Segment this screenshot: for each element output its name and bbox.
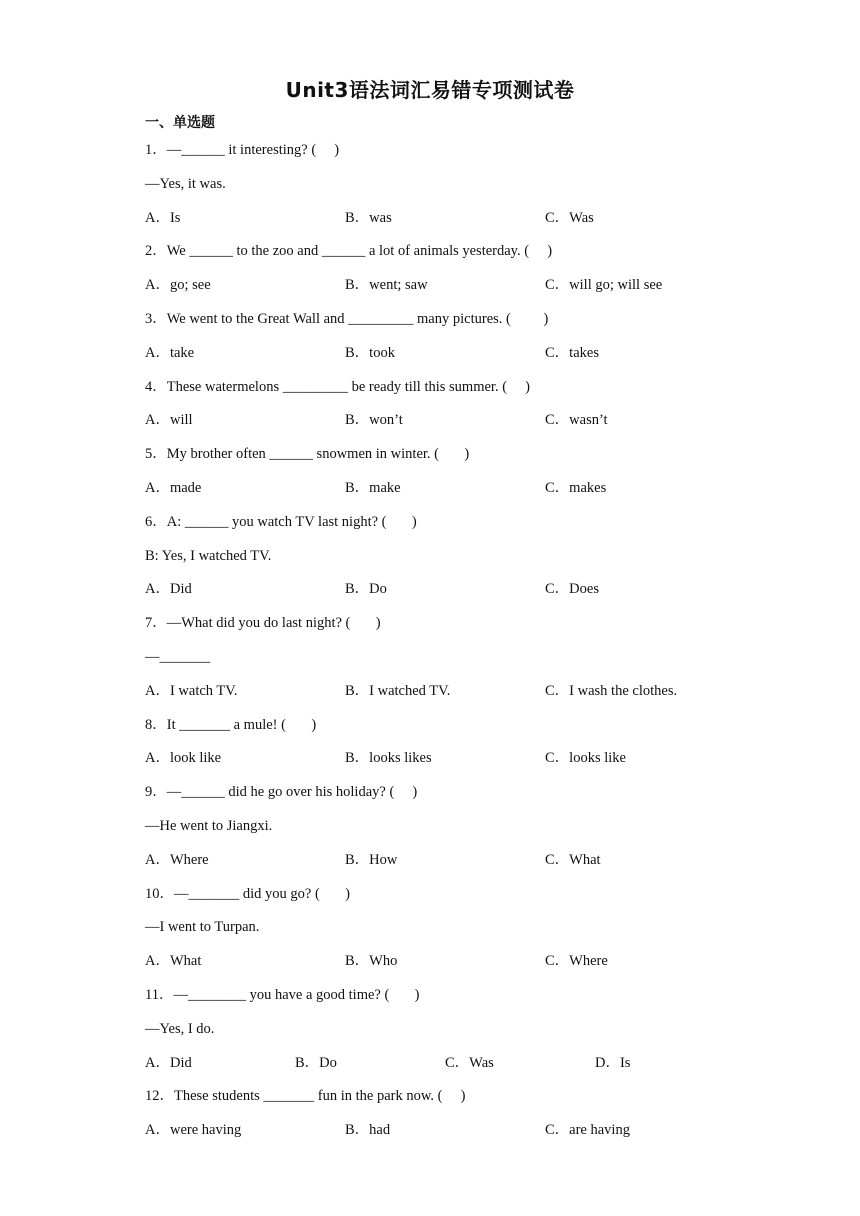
dialogue-line: —Yes, I do. xyxy=(145,1020,215,1037)
answer-option[interactable]: D．Is xyxy=(595,1054,631,1071)
option-row xyxy=(145,275,765,309)
question-item xyxy=(145,884,765,985)
dialogue-line: —_______ xyxy=(145,648,211,665)
answer-option[interactable]: A．were having xyxy=(145,1122,242,1139)
question-stem: 2．We ______ to the zoo and ______ a lot of animals yesterday. ( ) xyxy=(145,243,553,260)
option-row xyxy=(145,748,765,782)
dialogue-line: —Yes, it was. xyxy=(145,175,226,192)
answer-option[interactable]: C．looks like xyxy=(545,750,626,767)
question-item xyxy=(145,985,765,1086)
answer-option[interactable]: B．won’t xyxy=(345,412,403,429)
question-stem: 11．—________ you have a good time? ( ) xyxy=(145,986,420,1003)
answer-option[interactable]: B．looks likes xyxy=(345,750,432,767)
question-stem: 8．It _______ a mule! ( ) xyxy=(145,716,317,733)
section-heading: 一、单选题 xyxy=(145,115,215,131)
answer-option[interactable]: B．I watched TV. xyxy=(345,682,451,699)
answer-option[interactable]: B．Who xyxy=(345,953,398,970)
answer-option[interactable]: A．What xyxy=(145,953,202,970)
option-row xyxy=(145,579,765,613)
answer-option[interactable]: C．will go; will see xyxy=(545,277,663,294)
answer-option[interactable]: A．I watch TV. xyxy=(145,682,238,699)
answer-option[interactable]: B．had xyxy=(345,1122,391,1139)
answer-option[interactable]: C．are having xyxy=(545,1122,630,1139)
answer-option[interactable]: B．Do xyxy=(345,581,387,598)
answer-option[interactable]: A．Is xyxy=(145,209,181,226)
question-item xyxy=(145,241,765,309)
answer-option[interactable]: A．will xyxy=(145,412,193,429)
question-stem: 4．These watermelons _________ be ready till this summer. ( ) xyxy=(145,378,530,395)
answer-option[interactable]: C．makes xyxy=(545,479,607,496)
option-row xyxy=(145,343,765,377)
question-item xyxy=(145,715,765,783)
question-stem: 9．—______ did he go over his holiday? ( ) xyxy=(145,784,418,801)
answer-option[interactable]: C．Does xyxy=(545,581,599,598)
answer-option[interactable]: C．I wash the clothes. xyxy=(545,682,678,699)
answer-option[interactable]: A．go; see xyxy=(145,277,211,294)
answer-option[interactable]: C．Was xyxy=(545,209,594,226)
question-stem: 1．—______ it interesting? ( ) xyxy=(145,142,340,158)
answer-option[interactable]: C．Was xyxy=(445,1054,494,1071)
answer-option[interactable]: B．went; saw xyxy=(345,277,428,294)
option-row xyxy=(145,1053,765,1087)
question-item xyxy=(145,444,765,512)
option-row xyxy=(145,410,765,444)
question-item xyxy=(145,613,765,714)
question-stem: 3．We went to the Great Wall and _________ many pictures. ( ) xyxy=(145,310,549,327)
question-item xyxy=(145,512,765,613)
option-row xyxy=(145,681,765,715)
answer-option[interactable]: A．look like xyxy=(145,750,222,767)
dialogue-line: —I went to Turpan. xyxy=(145,919,260,936)
option-row xyxy=(145,208,765,242)
question-item xyxy=(145,1086,765,1154)
answer-option[interactable]: A．made xyxy=(145,479,202,496)
question-stem: 6．A: ______ you watch TV last night? ( ) xyxy=(145,513,417,530)
answer-option[interactable]: C．takes xyxy=(545,344,599,361)
answer-option[interactable]: A．take xyxy=(145,344,195,361)
question-item xyxy=(145,377,765,445)
answer-option[interactable]: B．was xyxy=(345,209,392,226)
question-stem: 5．My brother often ______ snowmen in winter. ( ) xyxy=(145,446,470,463)
answer-option[interactable]: B．How xyxy=(345,851,398,868)
dialogue-line: B: Yes, I watched TV. xyxy=(145,547,272,564)
option-row xyxy=(145,1120,765,1154)
answer-option[interactable]: C．What xyxy=(545,851,601,868)
question-stem: 10．—_______ did you go? ( ) xyxy=(145,885,350,902)
option-row xyxy=(145,478,765,512)
page-title: Unit3语法词汇易错专项测试卷 xyxy=(285,78,575,102)
answer-option[interactable]: C．wasn’t xyxy=(545,412,608,429)
option-row xyxy=(145,951,765,985)
answer-option[interactable]: A．Did xyxy=(145,581,192,598)
option-row xyxy=(145,850,765,884)
question-item xyxy=(145,782,765,883)
question-item xyxy=(145,309,765,377)
dialogue-line: —He went to Jiangxi. xyxy=(145,817,273,834)
question-stem: 7．—What did you do last night? ( ) xyxy=(145,615,381,632)
answer-option[interactable]: B．Do xyxy=(295,1054,337,1071)
answer-option[interactable]: A．Where xyxy=(145,851,209,868)
answer-option[interactable]: C．Where xyxy=(545,953,608,970)
question-item xyxy=(145,140,765,241)
question-stem: 12．These students _______ fun in the park now. ( ) xyxy=(145,1088,466,1105)
answer-option[interactable]: A．Did xyxy=(145,1054,192,1071)
answer-option[interactable]: B．took xyxy=(345,344,395,361)
answer-option[interactable]: B．make xyxy=(345,479,401,496)
question-list xyxy=(145,140,765,1154)
